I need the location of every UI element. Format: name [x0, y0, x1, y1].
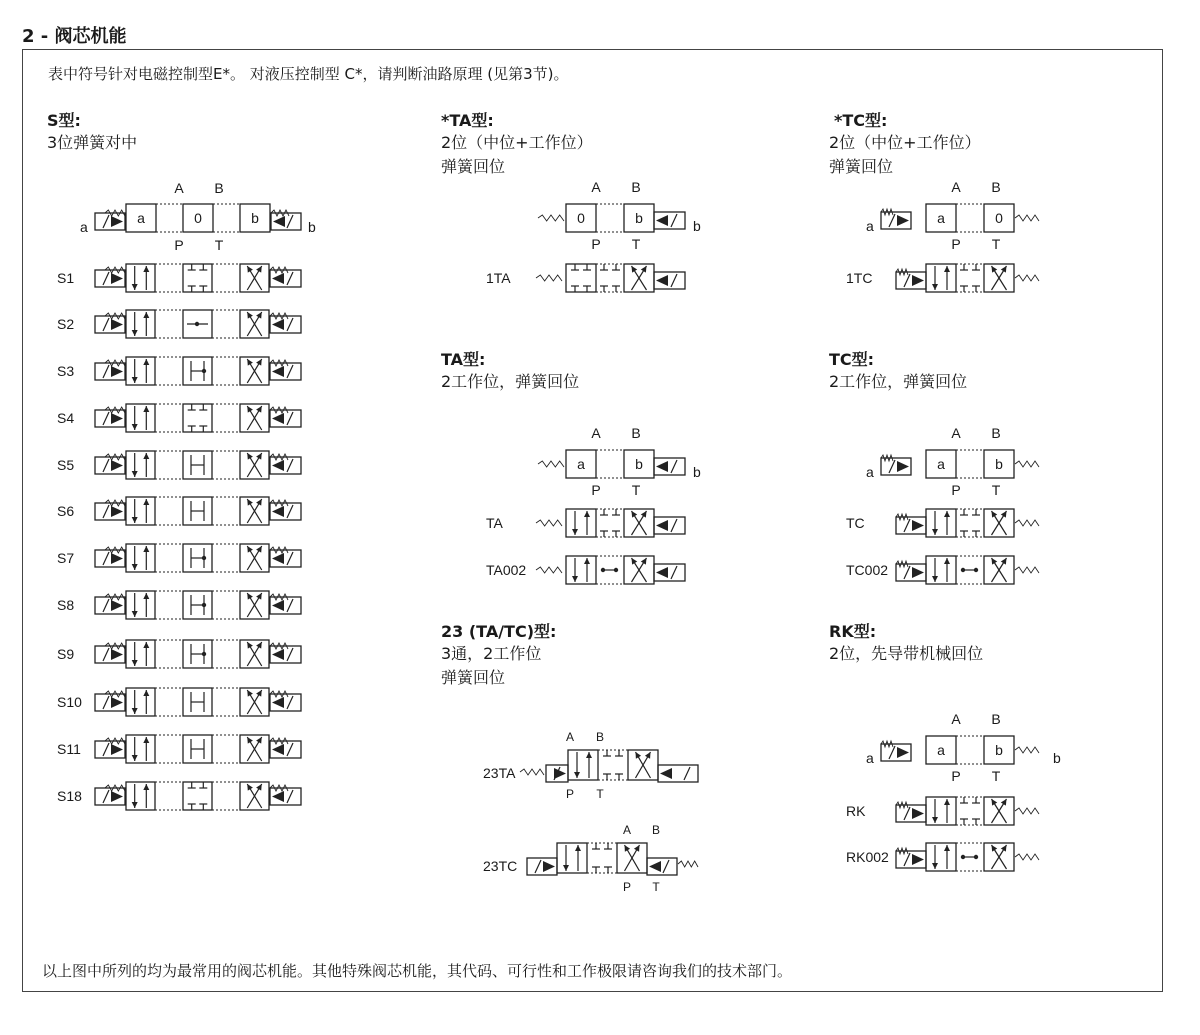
solenoid-a-label: a [80, 219, 88, 235]
tc-type-main-symbol [866, 425, 1039, 498]
position-left-label: a [937, 456, 945, 472]
spool-row-tc002 [846, 556, 1039, 584]
ta-type-title: TA型: [441, 350, 486, 369]
position-right-label: 0 [995, 210, 1003, 226]
position-left-label: a [937, 210, 945, 226]
port-b-label: B [214, 180, 224, 196]
port-t-label: T [652, 880, 660, 894]
spool-code-label: S5 [57, 457, 75, 473]
solenoid-b-label: b [308, 219, 316, 235]
spool-code-label: 23TA [483, 765, 516, 781]
section-title: 2 - 阀芯机能 [22, 26, 127, 47]
port-p-label: P [951, 768, 961, 784]
spool-row-rk002 [846, 843, 1039, 871]
spool-row-s7 [57, 544, 301, 572]
port-p-label: P [951, 482, 961, 498]
spool-row-rk [846, 797, 1039, 825]
spool-row-s9 [57, 640, 301, 668]
spool-code-label: TC [846, 515, 865, 531]
spool-code-label: S2 [57, 316, 75, 332]
spool-row-23tc [483, 823, 698, 894]
ta-star-desc-1: 2位（中位+工作位） [441, 133, 593, 152]
spool-row-s1 [57, 264, 301, 292]
port-a-label: A [565, 730, 575, 744]
spool-row-1ta [486, 264, 685, 292]
port-b-label: B [991, 425, 1001, 441]
ta-type-desc-1: 2工作位，弹簧回位 [441, 372, 580, 391]
s-type-title: S型: [47, 111, 81, 130]
position-left-label: 0 [577, 210, 585, 226]
ta-type-main-symbol [538, 425, 701, 498]
position-right-label: b [635, 456, 643, 472]
spool-code-label: S8 [57, 597, 75, 613]
solenoid-a-label: a [866, 218, 874, 234]
port-t-label: T [991, 236, 1001, 252]
spool-row-s6 [57, 497, 301, 525]
position-left-label: a [577, 456, 585, 472]
spool-code-label: S1 [57, 270, 75, 286]
spool-row-s8 [57, 591, 301, 619]
t23-type-desc-2: 弹簧回位 [441, 668, 506, 687]
spool-code-label: 23TC [483, 858, 518, 874]
port-t-label: T [991, 768, 1001, 784]
footer-note: 以上图中所列的均为最常用的阀芯机能。其他特殊阀芯机能，其代码、可行性和工作极限请咨询我们的技术部门。 [42, 962, 793, 980]
spool-code-label: 1TA [486, 270, 511, 286]
port-b-label: B [631, 425, 641, 441]
rk-type-desc-1: 2位，先导带机械回位 [829, 644, 984, 663]
spool-code-label: S7 [57, 550, 75, 566]
position-left-label: a [937, 742, 945, 758]
port-t-label: T [214, 237, 224, 253]
spool-code-label: TA [486, 515, 503, 531]
port-p-label: P [565, 787, 575, 801]
port-b-label: B [991, 711, 1001, 727]
spool-row-1tc [846, 264, 1039, 292]
port-t-label: T [631, 482, 641, 498]
solenoid-a-label: a [866, 750, 874, 766]
s-type-desc-1: 3位弹簧对中 [47, 133, 138, 152]
port-a-label: A [622, 823, 632, 837]
port-p-label: P [622, 880, 632, 894]
port-a-label: A [951, 179, 961, 195]
spool-code-label: S18 [57, 788, 82, 804]
solenoid-a-label: a [866, 464, 874, 480]
port-b-label: B [651, 823, 661, 837]
tc-star-desc-1: 2位（中位+工作位） [829, 133, 981, 152]
ta-star-title: *TA型: [441, 111, 494, 130]
spool-row-s4 [57, 404, 301, 432]
position-b-label: b [251, 210, 259, 226]
s-type-main-symbol [80, 180, 316, 253]
position-right-label: b [995, 742, 1003, 758]
tc-type-title: TC型: [829, 350, 875, 369]
spool-row-s3 [57, 357, 301, 385]
port-a-label: A [951, 425, 961, 441]
port-t-label: T [631, 236, 641, 252]
spool-row-s5 [57, 451, 301, 479]
spool-code-label: TA002 [486, 562, 527, 578]
tc-star-desc-2: 弹簧回位 [829, 157, 894, 176]
spool-row-s2 [57, 310, 301, 338]
tc-star-main-symbol [866, 179, 1039, 252]
position-right-label: b [995, 456, 1003, 472]
port-p-label: P [591, 482, 601, 498]
tc-star-title: *TC型: [834, 111, 888, 130]
port-b-label: B [631, 179, 641, 195]
rk-type-main-symbol [866, 711, 1061, 784]
port-a-label: A [591, 425, 601, 441]
spool-code-label: S11 [57, 741, 81, 757]
spool-row-ta [486, 509, 685, 537]
spool-row-tc [846, 509, 1039, 537]
spool-row-23ta [483, 730, 698, 801]
spool-row-s18 [57, 782, 301, 810]
intro-note: 表中符号针对电磁控制型E*。 对液压控制型 C*，请判断油路原理 (见第3节)。 [48, 65, 569, 83]
t23-type-desc-1: 3通，2工作位 [441, 644, 542, 663]
position-right-label: b [635, 210, 643, 226]
port-b-label: B [595, 730, 605, 744]
spool-code-label: TC002 [846, 562, 889, 578]
spool-code-label: S6 [57, 503, 75, 519]
rk-type-title: RK型: [829, 622, 877, 641]
position-zero-label: 0 [194, 210, 202, 226]
position-a-label: a [137, 210, 145, 226]
port-p-label: P [591, 236, 601, 252]
spool-code-label: S9 [57, 646, 75, 662]
port-b-label: B [991, 179, 1001, 195]
solenoid-b-label: b [1053, 750, 1061, 766]
port-t-label: T [991, 482, 1001, 498]
port-p-label: P [951, 236, 961, 252]
ta-star-main-symbol [538, 179, 701, 252]
port-a-label: A [174, 180, 184, 196]
spool-row-s10 [57, 688, 301, 716]
spool-code-label: S3 [57, 363, 75, 379]
spool-row-ta002 [486, 556, 685, 584]
port-a-label: A [591, 179, 601, 195]
t23-type-title: 23 (TA/TC)型: [441, 622, 557, 641]
solenoid-b-label: b [693, 218, 701, 234]
ta-star-desc-2: 弹簧回位 [441, 157, 506, 176]
spool-code-label: 1TC [846, 270, 873, 286]
spool-row-s11 [57, 735, 301, 763]
port-a-label: A [951, 711, 961, 727]
solenoid-b-label: b [693, 464, 701, 480]
port-p-label: P [174, 237, 184, 253]
spool-code-label: S10 [57, 694, 82, 710]
spool-code-label: RK [846, 803, 866, 819]
spool-code-label: RK002 [846, 849, 889, 865]
port-t-label: T [596, 787, 604, 801]
spool-code-label: S4 [57, 410, 75, 426]
tc-type-desc-1: 2工作位，弹簧回位 [829, 372, 968, 391]
